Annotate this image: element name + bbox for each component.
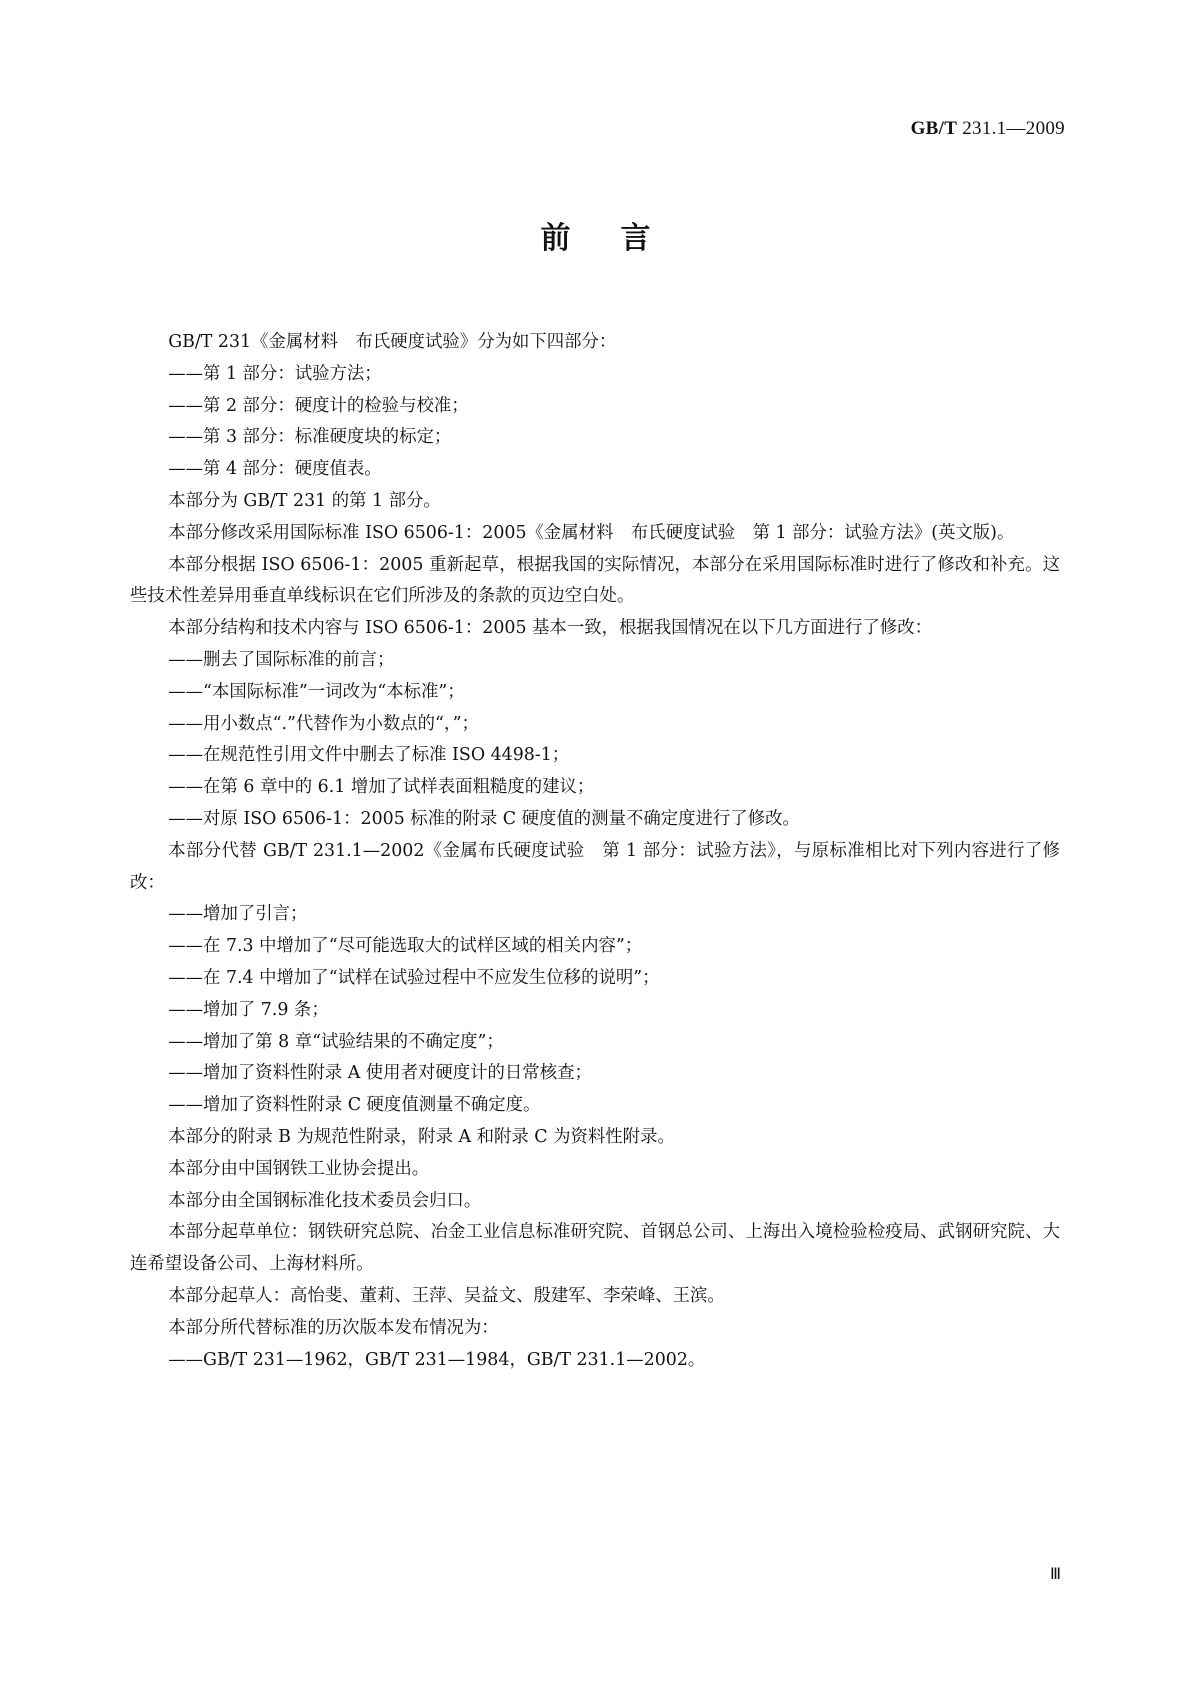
list-item: ——“本国际标准”一词改为“本标准”； [168, 681, 465, 702]
list-item: ——GB/T 231—1962，GB/T 231—1984，GB/T 231.1—2002。 [168, 1349, 706, 1370]
list-item: ——在第 6 章中的 6.1 增加了试样表面粗糙度的建议； [168, 777, 595, 798]
paragraph: 本部分代替 GB/T 231.1—2002《金属布氏硬度试验 第 1 部分：试验方法》，与原标准相比对下列内容进行了修改： [130, 840, 1060, 893]
list-item: ——在规范性引用文件中删去了标准 ISO 4498-1； [168, 745, 570, 766]
paragraph: 本部分由中国钢铁工业协会提出。 [168, 1158, 430, 1179]
page-title: 前言 [540, 221, 701, 256]
paragraph: GB/T 231《金属材料 布氏硬度试验》分为如下四部分： [168, 332, 617, 352]
list-item: ——增加了 7.9 条； [168, 999, 329, 1020]
paragraph: 本部分由全国钢标准化技术委员会归口。 [168, 1190, 482, 1211]
list-item: ——第 2 部分：硬度计的检验与校准； [168, 395, 469, 416]
page-number: Ⅲ [1049, 1566, 1061, 1583]
standard-code-prefix: GB/T [910, 118, 958, 139]
list-item: ——增加了第 8 章“试验结果的不确定度”； [168, 1031, 504, 1052]
paragraph: 本部分结构和技术内容与 ISO 6506-1：2005 基本一致，根据我国情况在以下几方面进行了修改： [168, 618, 933, 639]
list-item: ——用小数点“.”代替作为小数点的“，”； [168, 713, 479, 734]
list-item: ——增加了资料性附录 C 硬度值测量不确定度。 [168, 1095, 541, 1116]
paragraph: 本部分为 GB/T 231 的第 1 部分。 [168, 490, 441, 511]
list-item: ——在 7.4 中增加了“试样在试验过程中不应发生位移的说明”； [168, 967, 660, 988]
standard-code-number: 231.1—2009 [957, 118, 1065, 139]
list-item: ——第 4 部分：硬度值表。 [168, 459, 382, 480]
list-item: ——对原 ISO 6506-1：2005 标准的附录 C 硬度值的测量不确定度进行了修改。 [168, 808, 800, 829]
paragraph: 本部分根据 ISO 6506-1：2005 重新起草，根据我国的实际情况，本部分在采用国际标准时进行了修改和补充。这些技术性差异用垂直单线标识在它们所涉及的条款的页边空白处。 [130, 554, 1060, 607]
list-item: ——增加了资料性附录 A 使用者对硬度计的日常核查； [168, 1063, 592, 1084]
paragraph: 本部分起草人：高怡斐、董莉、王萍、吴益文、殷建军、李荣峰、王滨。 [168, 1285, 725, 1306]
foreword-body [130, 327, 1060, 1376]
paragraph: 本部分修改采用国际标准 ISO 6506-1：2005《金属材料 布氏硬度试验 第 1 部分：试验方法》(英文版)。 [168, 522, 1015, 543]
list-item: ——在 7.3 中增加了“尽可能选取大的试样区域的相关内容”； [168, 936, 643, 957]
list-item: ——删去了国际标准的前言； [168, 649, 395, 670]
list-item: ——第 1 部分：试验方法； [168, 363, 382, 384]
list-item: ——增加了引言； [168, 904, 308, 925]
paragraph: 本部分起草单位：钢铁研究总院、冶金工业信息标准研究院、首钢总公司、上海出入境检验检疫局、武钢研究院、大连希望设备公司、上海材料所。 [130, 1222, 1060, 1275]
list-item: ——第 3 部分：标准硬度块的标定； [168, 427, 452, 448]
paragraph: 本部分所代替标准的历次版本发布情况为： [168, 1317, 499, 1338]
paragraph: 本部分的附录 B 为规范性附录，附录 A 和附录 C 为资料性附录。 [168, 1126, 675, 1147]
standard-code [911, 118, 1065, 140]
